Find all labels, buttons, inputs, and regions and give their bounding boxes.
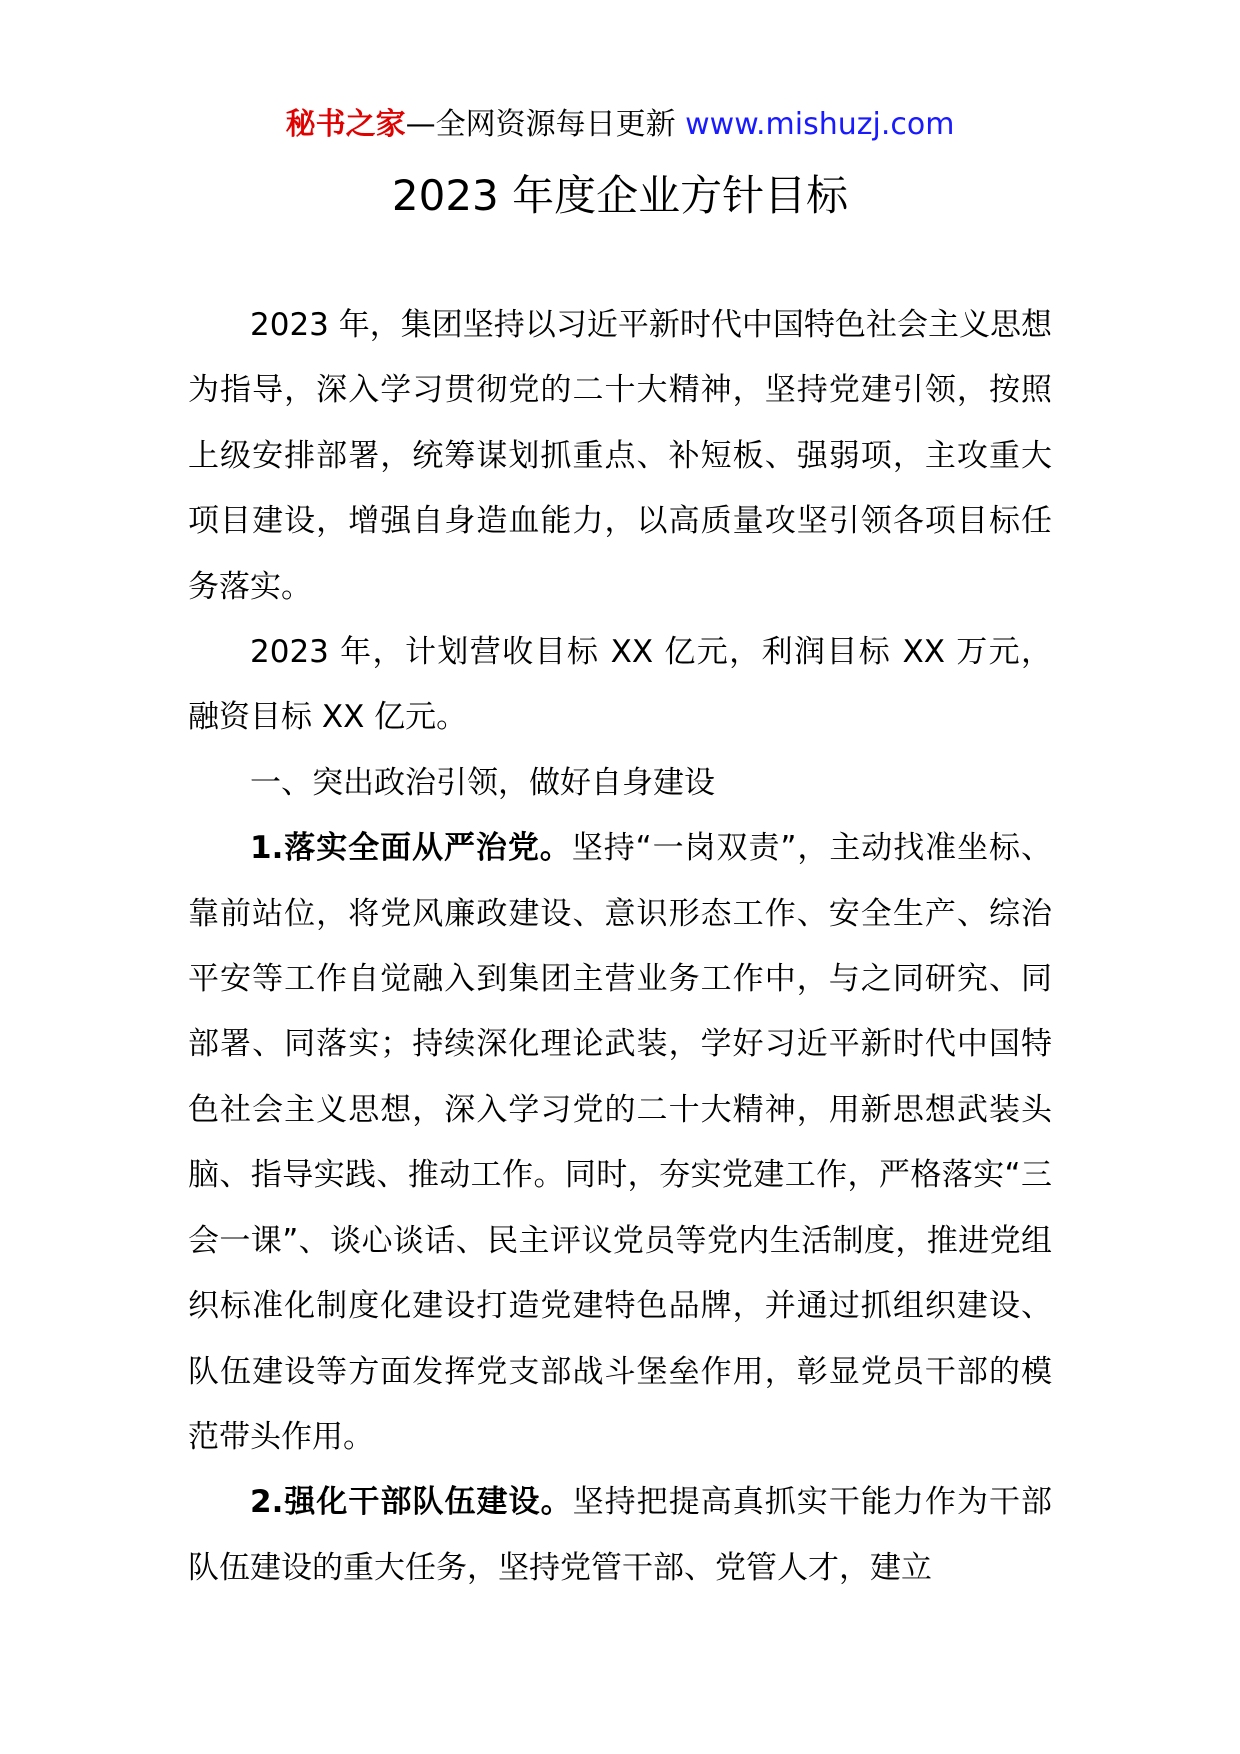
paragraph — [188, 293, 1052, 620]
paragraph-lead: 1.落实全面从严治党。 — [250, 830, 572, 867]
paragraph — [188, 816, 1052, 1470]
watermark-header — [0, 103, 1240, 147]
document-title: 2023 年度企业方针目标 — [391, 171, 849, 220]
paragraph-lead: 2.强化干部队伍建设。 — [250, 1484, 573, 1521]
paragraph — [188, 1470, 1052, 1601]
document-body — [188, 293, 1052, 1601]
paragraph-text: 坚持把提高真抓实干能力作为干部队伍建设的重大任务，坚持党管干部、党管人才，建立 — [188, 1484, 1052, 1586]
paragraph-text: 2023 年，集团坚持以习近平新时代中国特色社会主义思想为指导，深入学习贯彻党的二十大精神，坚持党建引领，按照上级安排部署，统筹谋划抓重点、补短板、强弱项，主攻重大项目建设，增强自身造血能力，以高质量攻坚引领各项目标任务落实。 — [188, 307, 1052, 605]
section-heading — [188, 751, 1052, 816]
paragraph-text: 坚持“一岗双责”，主动找准坐标、靠前站位，将党风廉政建设、意识形态工作、安全生产、综治平安等工作自觉融入到集团主营业务工作中，与之同研究、同部署、同落实；持续深化理论武装，学好习近平新时代中国特色社会主义思想，深入学习党的二十大精神，用新思想武装头脑、指导实践、推动工作。同时，夯实党建工作，严格落实“三会一课”、谈心谈话、民主评议党员等党内生活制度，推进党组织标准化制度化建设打造党建特色品牌，并通过抓组织建设、队伍建设等方面发挥党支部战斗堡垒作用，彰显党员干部的模范带头作用。 — [188, 830, 1052, 1455]
brand-name: 秘书之家 — [285, 107, 406, 142]
paragraph-text: 2023 年，计划营收目标 XX 亿元，利润目标 XX 万元，融资目标 XX 亿元。 — [188, 634, 1052, 736]
header-tagline: —全网资源每日更新 — [405, 107, 686, 142]
paragraph-text: 一、突出政治引领，做好自身建设 — [250, 764, 715, 801]
site-url-link[interactable]: www.mishuzj.com — [685, 107, 955, 142]
paragraph — [188, 620, 1052, 751]
